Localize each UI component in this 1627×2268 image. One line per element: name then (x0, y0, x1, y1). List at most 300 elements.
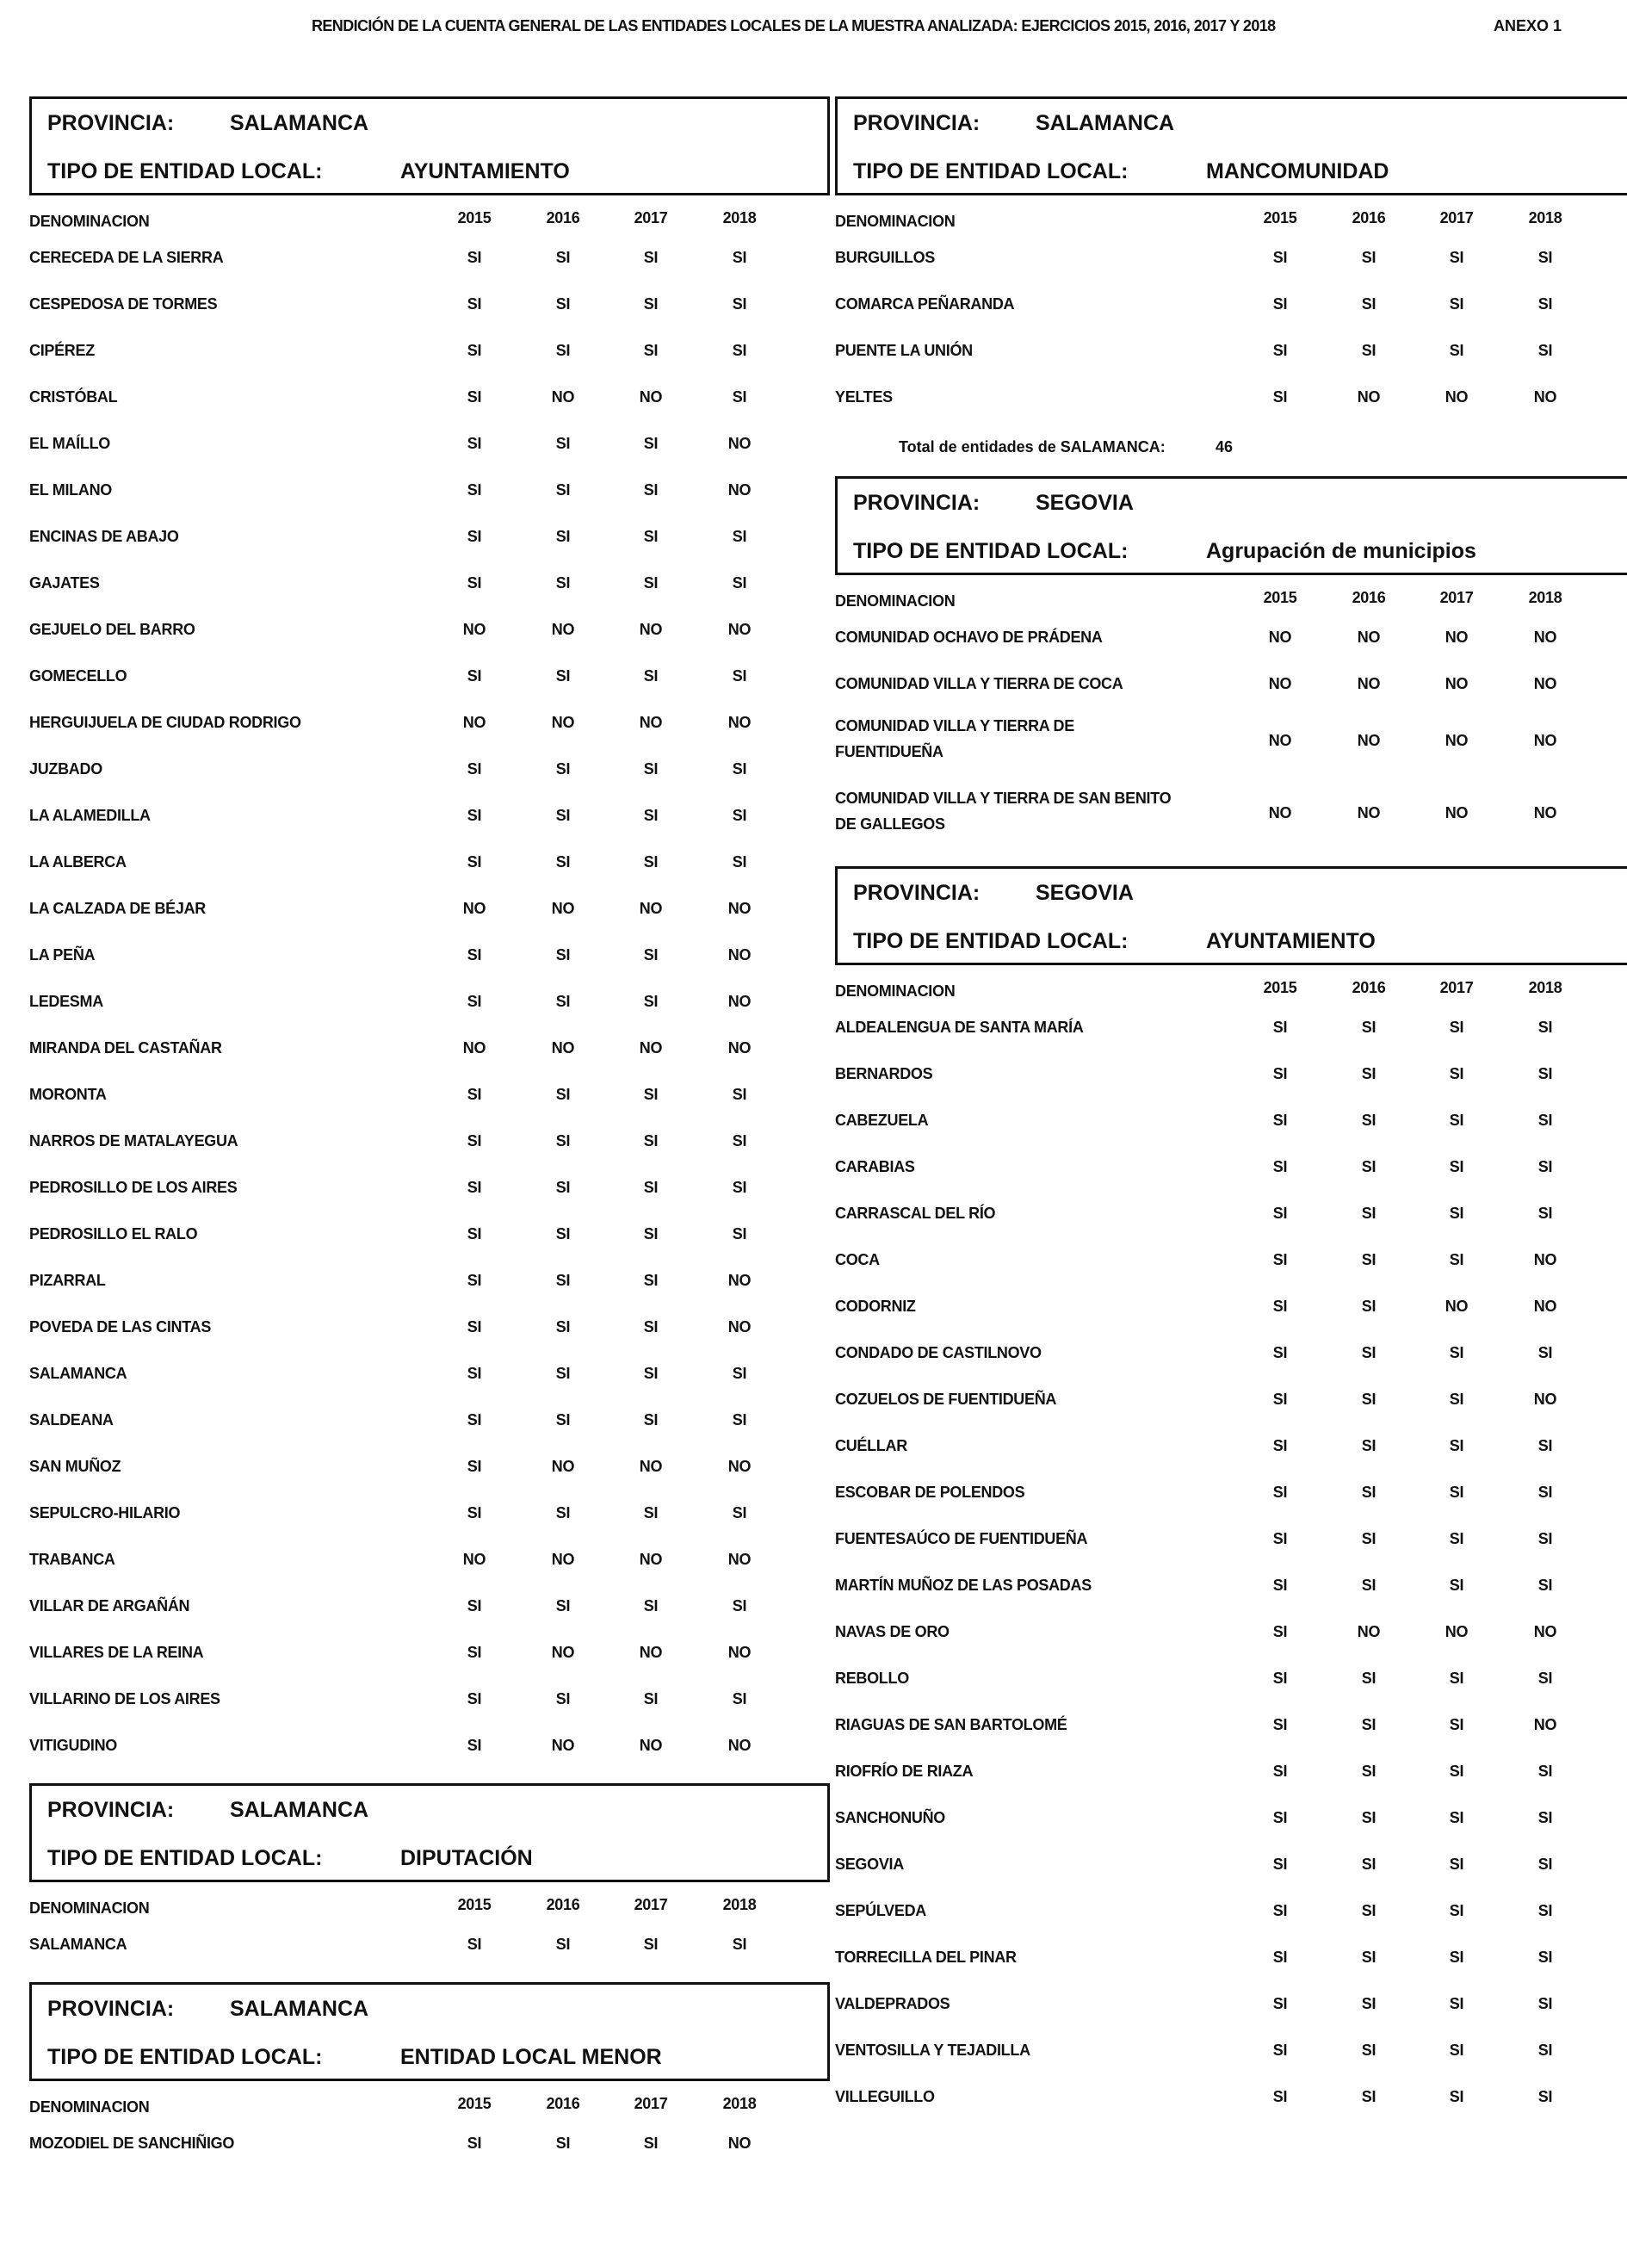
table-row (29, 419, 830, 466)
value-2015: SI (1272, 1158, 1288, 1175)
value-2016: SI (1361, 1298, 1376, 1315)
value-2018: NO (1533, 1391, 1557, 1408)
entity-name: LA CALZADA DE BÉJAR (29, 899, 206, 917)
entity-name: LEDESMA (29, 992, 103, 1010)
column-header-2016: 2016 (546, 209, 580, 226)
value-2016: NO (551, 1551, 575, 1568)
value-2017: SI (643, 807, 659, 824)
value-2017: SI (1449, 1716, 1464, 1733)
value-2016: SI (1361, 1205, 1376, 1222)
column-header-2017: 2017 (634, 209, 668, 226)
table-row (29, 1256, 830, 1303)
value-2016: NO (551, 1458, 575, 1475)
value-2016: NO (551, 388, 575, 406)
value-2017: SI (1449, 2088, 1464, 2105)
column-header-2017: 2017 (634, 2095, 668, 2112)
province-label: PROVINCIA: (853, 111, 981, 135)
entity-name: COMUNIDAD OCHAVO DE PRÁDENA (835, 628, 1103, 646)
column-header-denominacion: DENOMINACION (835, 213, 956, 230)
value-2017: NO (639, 714, 663, 731)
value-2017: SI (1449, 1205, 1464, 1222)
value-2017: SI (643, 481, 659, 499)
value-2018: SI (732, 853, 747, 871)
value-2017: SI (1449, 249, 1464, 266)
table-row (29, 931, 830, 977)
entity-name: NARROS DE MATALAYEGUA (29, 1131, 238, 1149)
value-2018: SI (1537, 1019, 1553, 1036)
value-2016: SI (555, 1086, 571, 1103)
value-2015: SI (467, 1179, 482, 1196)
value-2015: SI (467, 435, 482, 452)
value-2015: SI (467, 1936, 482, 1953)
entity-type-value: Agrupación de municipios (1206, 539, 1476, 563)
entity-name: PIZARRAL (29, 1271, 106, 1289)
value-2017: SI (643, 1411, 659, 1428)
value-2016: SI (1361, 2088, 1376, 2105)
value-2018: SI (732, 1597, 747, 1614)
table-row (835, 706, 1627, 778)
table-row (29, 652, 830, 698)
value-2015: SI (1272, 342, 1288, 359)
table-row (835, 1050, 1627, 1096)
value-2018: SI (732, 1225, 747, 1242)
column-header-2018: 2018 (722, 1896, 757, 1913)
entity-name: POVEDA DE LAS CINTAS (29, 1317, 212, 1335)
table-row (835, 613, 1627, 660)
column-header-denominacion: DENOMINACION (835, 982, 956, 1000)
table-row (835, 1840, 1627, 1887)
province-value: SEGOVIA (1036, 491, 1134, 515)
value-2018: SI (732, 342, 747, 359)
value-2017: NO (639, 1737, 663, 1754)
value-2016: SI (1361, 1391, 1376, 1408)
value-2018: SI (1537, 1344, 1553, 1361)
value-2016: NO (1357, 675, 1381, 692)
value-2018: SI (1537, 1809, 1553, 1826)
entity-name: PEDROSILLO EL RALO (29, 1224, 198, 1242)
value-2018: NO (727, 1551, 752, 1568)
value-2018: SI (732, 388, 747, 406)
table-row (835, 1794, 1627, 1840)
entity-name: MIRANDA DEL CASTAÑAR (29, 1038, 222, 1057)
province-box (29, 1783, 830, 1882)
table-row (29, 2119, 830, 2166)
value-2015: SI (467, 1737, 482, 1754)
entity-name: GEJUELO DEL BARRO (29, 620, 195, 638)
entity-name: GOMECELLO (29, 666, 127, 685)
value-2016: SI (555, 1318, 571, 1335)
value-2015: SI (467, 853, 482, 871)
value-2015: SI (1272, 1344, 1288, 1361)
value-2018: NO (1533, 388, 1557, 406)
entity-name: SEGOVIA (835, 1855, 904, 1873)
value-2017: SI (1449, 1809, 1464, 1826)
value-2015: SI (467, 1086, 482, 1103)
value-2015: NO (1268, 804, 1292, 821)
column-header-2015: 2015 (1263, 589, 1297, 606)
value-2018: SI (1537, 1530, 1553, 1547)
column-header-2016: 2016 (1352, 979, 1386, 996)
value-2015: NO (462, 900, 486, 917)
value-2018: SI (1537, 1158, 1553, 1175)
value-2016: NO (551, 621, 575, 638)
value-2017: SI (1449, 1995, 1464, 2012)
value-2015: SI (467, 1132, 482, 1149)
value-2016: SI (1361, 249, 1376, 266)
entity-name: COZUELOS DE FUENTIDUEÑA (835, 1390, 1057, 1408)
entity-name: CONDADO DE CASTILNOVO (835, 1343, 1042, 1361)
province-box (835, 866, 1627, 965)
entity-name: PEDROSILLO DE LOS AIRES (29, 1178, 238, 1196)
column-header-2017: 2017 (1439, 209, 1474, 226)
value-2017: NO (639, 1039, 663, 1057)
value-2016: SI (1361, 1112, 1376, 1129)
value-2015: SI (467, 388, 482, 406)
value-2018: SI (1537, 1902, 1553, 1919)
entity-name: ENCINAS DE ABAJO (29, 527, 179, 545)
value-2018: NO (727, 2135, 752, 2152)
province-value: SALAMANCA (230, 1997, 369, 2021)
column-header-2017: 2017 (1439, 589, 1474, 606)
value-2015: SI (1272, 1577, 1288, 1594)
value-2018: NO (727, 435, 752, 452)
value-2016: SI (555, 853, 571, 871)
value-2017: SI (643, 528, 659, 545)
value-2017: NO (639, 1644, 663, 1661)
value-2015: SI (1272, 1019, 1288, 1036)
value-2017: SI (1449, 342, 1464, 359)
page-title: RENDICIÓN DE LA CUENTA GENERAL DE LAS ENTIDADES LOCALES DE LA MUESTRA ANALIZADA: EJERCICIOS 2015, 2016, 2017 Y 2018 (312, 17, 1276, 34)
entity-name: NAVAS DE ORO (835, 1622, 950, 1640)
value-2015: SI (1272, 1856, 1288, 1873)
value-2017: SI (1449, 295, 1464, 313)
value-2017: SI (643, 946, 659, 964)
table-row (835, 326, 1627, 373)
value-2015: SI (1272, 2042, 1288, 2059)
value-2018: SI (732, 667, 747, 685)
value-2016: SI (1361, 1995, 1376, 2012)
table-row (835, 1654, 1627, 1701)
value-2015: SI (1272, 1205, 1288, 1222)
entity-name: CARABIAS (835, 1157, 915, 1175)
entity-type-label: TIPO DE ENTIDAD LOCAL: (853, 159, 1129, 183)
value-2016: SI (555, 295, 571, 313)
table-row (29, 1675, 830, 1721)
column-header-denominacion: DENOMINACION (29, 1899, 150, 1917)
value-2017: SI (643, 2135, 659, 2152)
table-row (835, 1329, 1627, 1375)
value-2015: NO (1268, 675, 1292, 692)
value-2015: SI (467, 1318, 482, 1335)
value-2018: SI (1537, 1763, 1553, 1780)
table-row (835, 1282, 1627, 1329)
column-header-2015: 2015 (1263, 209, 1297, 226)
entity-name: YELTES (835, 387, 893, 406)
value-2017: NO (1445, 629, 1469, 646)
entity-name: FUENTESAÚCO DE FUENTIDUEÑA (835, 1529, 1088, 1547)
value-2016: NO (1357, 388, 1381, 406)
entity-name: JUZBADO (29, 759, 102, 778)
value-2016: SI (1361, 1251, 1376, 1268)
value-2015: SI (1272, 249, 1288, 266)
table-row (29, 326, 830, 373)
entity-name: ESCOBAR DE POLENDOS (835, 1483, 1025, 1501)
table-row (835, 1561, 1627, 1608)
table-row (835, 1143, 1627, 1189)
entity-type-label: TIPO DE ENTIDAD LOCAL: (853, 539, 1129, 563)
value-2017: NO (1445, 675, 1469, 692)
annex-label: ANEXO 1 (1494, 17, 1562, 34)
value-2018: SI (732, 1690, 747, 1707)
value-2017: SI (643, 1365, 659, 1382)
value-2018: NO (1533, 1251, 1557, 1268)
value-2016: SI (1361, 1670, 1376, 1687)
entity-name: VILLARES DE LA REINA (29, 1643, 204, 1661)
value-2017: SI (1449, 1577, 1464, 1594)
value-2017: NO (639, 900, 663, 917)
value-2016: SI (1361, 1809, 1376, 1826)
table-row (29, 373, 830, 419)
value-2015: SI (467, 1365, 482, 1382)
column-header-2018: 2018 (1528, 589, 1562, 606)
total-label: Total de entidades de SALAMANCA: (899, 438, 1166, 455)
province-label: PROVINCIA: (853, 491, 981, 515)
column-header-denominacion: DENOMINACION (29, 2098, 150, 2116)
value-2017: SI (643, 435, 659, 452)
table-row (29, 605, 830, 652)
value-2018: NO (1533, 675, 1557, 692)
entity-name: COMUNIDAD VILLA Y TIERRA DE SAN BENITO DE GALLEGOS (835, 790, 1172, 833)
entity-name: CABEZUELA (835, 1111, 929, 1129)
value-2016: SI (1361, 1437, 1376, 1454)
entity-section (835, 476, 1627, 851)
table-row (29, 1628, 830, 1675)
value-2015: SI (1272, 1065, 1288, 1082)
value-2016: SI (555, 574, 571, 592)
value-2018: SI (1537, 1995, 1553, 2012)
entity-name: VENTOSILLA Y TEJADILLA (835, 2041, 1030, 2059)
value-2018: SI (1537, 1205, 1553, 1222)
value-2015: SI (467, 249, 482, 266)
entity-name: CARRASCAL DEL RÍO (835, 1204, 996, 1222)
value-2015: SI (467, 1272, 482, 1289)
value-2016: NO (1357, 732, 1381, 749)
entity-name: SANCHONUÑO (835, 1808, 946, 1826)
value-2016: SI (555, 1504, 571, 1521)
value-2016: SI (555, 1411, 571, 1428)
value-2018: NO (727, 1039, 752, 1057)
value-2018: NO (1533, 732, 1557, 749)
value-2018: NO (727, 1644, 752, 1661)
value-2015: SI (1272, 295, 1288, 313)
value-2017: SI (643, 1318, 659, 1335)
table-row (835, 1236, 1627, 1282)
value-2018: SI (1537, 1670, 1553, 1687)
value-2018: SI (732, 1179, 747, 1196)
entity-name: SALDEANA (29, 1410, 114, 1428)
table-row (835, 1608, 1627, 1654)
table-row (835, 778, 1627, 851)
value-2017: SI (643, 1225, 659, 1242)
column-header-2017: 2017 (1439, 979, 1474, 996)
value-2015: SI (1272, 1763, 1288, 1780)
value-2017: SI (1449, 1856, 1464, 1873)
value-2015: SI (467, 667, 482, 685)
table-row (29, 1489, 830, 1535)
province-value: SALAMANCA (1036, 111, 1175, 135)
value-2017: SI (1449, 2042, 1464, 2059)
table-row (835, 1747, 1627, 1794)
value-2018: NO (1533, 804, 1557, 821)
table-row (835, 1933, 1627, 1980)
value-2018: SI (732, 1504, 747, 1521)
value-2017: SI (643, 760, 659, 778)
entity-section (835, 96, 1627, 419)
value-2017: SI (1449, 1670, 1464, 1687)
value-2016: NO (551, 1644, 575, 1661)
entity-name: SEPULCRO-HILARIO (29, 1503, 181, 1521)
value-2018: SI (1537, 1484, 1553, 1501)
value-2015: SI (467, 946, 482, 964)
column-header-2016: 2016 (1352, 209, 1386, 226)
province-box (835, 96, 1627, 195)
value-2018: SI (1537, 1112, 1553, 1129)
value-2015: NO (462, 1551, 486, 1568)
table-row (835, 1003, 1627, 1050)
table-row (835, 233, 1627, 280)
value-2016: SI (555, 528, 571, 545)
entity-type-value: MANCOMUNIDAD (1206, 159, 1389, 183)
table-row (835, 1375, 1627, 1422)
table-row (29, 512, 830, 559)
value-2018: SI (732, 249, 747, 266)
value-2015: NO (1268, 732, 1292, 749)
value-2015: SI (467, 1458, 482, 1475)
value-2015: SI (1272, 1112, 1288, 1129)
column-header-2018: 2018 (1528, 209, 1562, 226)
value-2018: SI (1537, 1065, 1553, 1082)
value-2018: SI (732, 807, 747, 824)
column-header-2016: 2016 (1352, 589, 1386, 606)
value-2016: SI (1361, 1158, 1376, 1175)
entity-name: SAN MUÑOZ (29, 1457, 121, 1475)
value-2015: SI (1272, 1251, 1288, 1268)
section-gap (29, 1967, 830, 1982)
entity-name: PUENTE LA UNIÓN (835, 341, 973, 359)
value-2018: NO (727, 481, 752, 499)
value-2015: SI (1272, 1437, 1288, 1454)
value-2016: SI (1361, 1484, 1376, 1501)
entity-name: CRISTÓBAL (29, 387, 118, 406)
value-2017: SI (1449, 1484, 1464, 1501)
value-2015: SI (467, 1690, 482, 1707)
value-2016: SI (1361, 342, 1376, 359)
province-label: PROVINCIA: (47, 111, 175, 135)
column-header-2015: 2015 (457, 2095, 492, 2112)
value-2016: SI (555, 1272, 571, 1289)
value-2015: SI (467, 1597, 482, 1614)
value-2015: SI (1272, 1902, 1288, 1919)
value-2015: NO (1268, 629, 1292, 646)
entity-name: VITIGUDINO (29, 1736, 118, 1754)
column-header-2018: 2018 (1528, 979, 1562, 996)
value-2018: NO (1533, 1623, 1557, 1640)
entity-section (835, 866, 1627, 2119)
entity-name: REBOLLO (835, 1669, 909, 1687)
column-header-2016: 2016 (546, 2095, 580, 2112)
value-2018: SI (732, 295, 747, 313)
value-2017: NO (639, 1551, 663, 1568)
table-row (29, 1303, 830, 1349)
value-2018: SI (1537, 295, 1553, 313)
value-2016: SI (555, 1690, 571, 1707)
value-2017: SI (643, 1086, 659, 1103)
value-2018: SI (1537, 342, 1553, 359)
right-column (835, 96, 1627, 2119)
value-2016: SI (1361, 1344, 1376, 1361)
value-2015: SI (467, 1504, 482, 1521)
value-2015: SI (467, 1411, 482, 1428)
column-header-2018: 2018 (722, 2095, 757, 2112)
entity-name: SEPÚLVEDA (835, 1901, 926, 1919)
value-2015: SI (1272, 1530, 1288, 1547)
value-2017: SI (643, 1132, 659, 1149)
value-2016: NO (551, 714, 575, 731)
entity-name: BERNARDOS (835, 1064, 933, 1082)
value-2016: NO (551, 1737, 575, 1754)
entity-name: LA ALBERCA (29, 852, 127, 871)
value-2016: SI (1361, 1577, 1376, 1594)
value-2018: SI (732, 1936, 747, 1953)
column-header-denominacion: DENOMINACION (835, 592, 956, 610)
entity-name: COMARCA PEÑARANDA (835, 294, 1015, 313)
value-2017: NO (639, 621, 663, 638)
value-2015: SI (467, 1225, 482, 1242)
entity-name: VILLAR DE ARGAÑÁN (29, 1596, 190, 1614)
table-header (835, 575, 1627, 613)
table-row (835, 373, 1627, 419)
value-2016: NO (551, 900, 575, 917)
value-2016: SI (1361, 1019, 1376, 1036)
entity-type-value: ENTIDAD LOCAL MENOR (400, 2045, 662, 2069)
value-2017: SI (1449, 1344, 1464, 1361)
table-row (29, 977, 830, 1024)
table-row (835, 1468, 1627, 1515)
table-row (29, 745, 830, 791)
column-header-2016: 2016 (546, 1896, 580, 1913)
value-2016: SI (1361, 1949, 1376, 1966)
province-box (29, 1982, 830, 2081)
table-row (29, 884, 830, 931)
entity-name: VILLARINO DE LOS AIRES (29, 1689, 220, 1707)
entity-name: CODORNIZ (835, 1297, 916, 1315)
table-row (835, 660, 1627, 706)
value-2015: NO (462, 621, 486, 638)
column-header-2017: 2017 (634, 1896, 668, 1913)
entity-name: TRABANCA (29, 1550, 115, 1568)
value-2017: SI (1449, 1530, 1464, 1547)
value-2018: SI (1537, 2088, 1553, 2105)
value-2018: NO (727, 1272, 752, 1289)
entity-name: GAJATES (29, 573, 100, 592)
value-2017: SI (643, 1690, 659, 1707)
value-2015: SI (1272, 2088, 1288, 2105)
table-header (29, 1882, 830, 1920)
value-2017: SI (643, 295, 659, 313)
value-2015: SI (1272, 1484, 1288, 1501)
entity-name: EL MILANO (29, 480, 112, 499)
value-2017: SI (1449, 1158, 1464, 1175)
